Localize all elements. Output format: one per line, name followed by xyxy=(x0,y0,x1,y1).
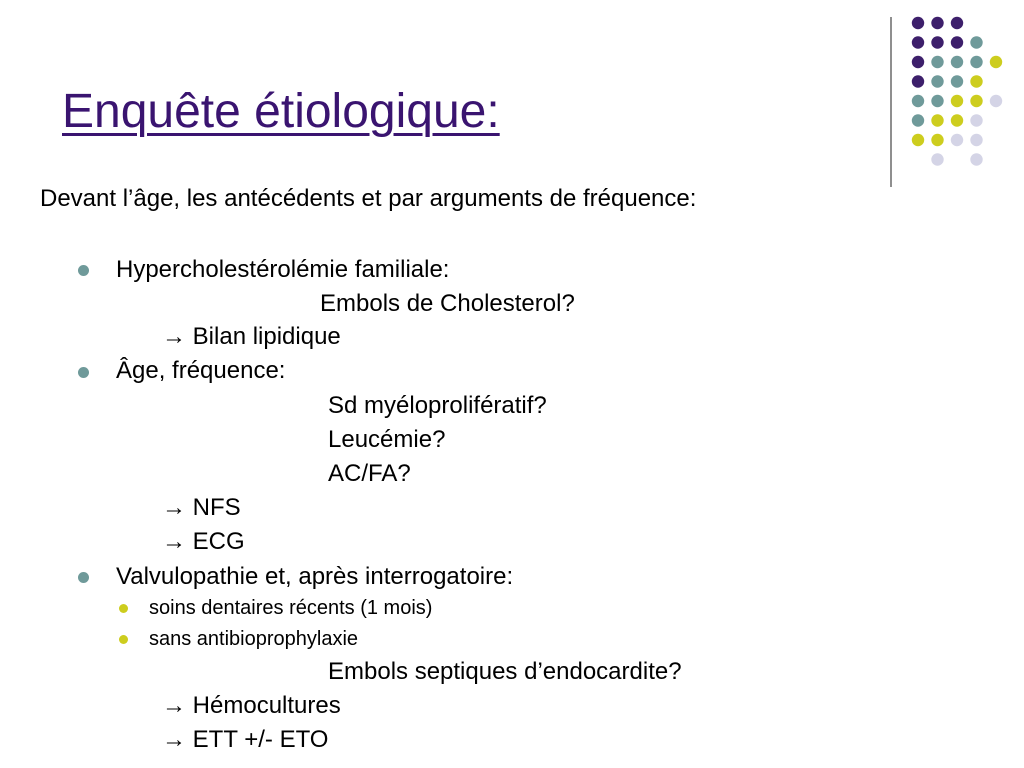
decorative-dot xyxy=(990,56,1002,68)
intro-text: Devant l’âge, les antécédents et par arguments de fréquence: xyxy=(40,185,697,212)
decorative-dot xyxy=(970,56,982,68)
decorative-dot xyxy=(970,75,982,87)
decorative-dot xyxy=(951,95,963,107)
hypothesis-myeloproliferatif: Sd myéloprolifératif? xyxy=(328,392,547,419)
decorative-dot xyxy=(990,95,1002,107)
bullet-dot xyxy=(78,265,89,276)
decorative-dot xyxy=(931,95,943,107)
decorative-dot xyxy=(931,153,943,165)
hypothesis-ac-fa: AC/FA? xyxy=(328,460,411,487)
sub-bullet-dot xyxy=(119,604,128,613)
decorative-dot xyxy=(931,114,943,126)
decorative-dot xyxy=(970,95,982,107)
decorative-dot xyxy=(951,56,963,68)
decorative-dot xyxy=(912,56,924,68)
decorative-dot xyxy=(951,36,963,48)
hypothesis-endocardite: Embols septiques d’endocardite? xyxy=(328,658,682,685)
hypothesis-leucemie: Leucémie? xyxy=(328,426,446,453)
decorative-dot xyxy=(931,56,943,68)
decorative-dot xyxy=(912,36,924,48)
decorative-dot xyxy=(951,114,963,126)
exam-ett-eto: → ETT +/- ETO xyxy=(162,726,329,753)
decorative-dot xyxy=(970,153,982,165)
title-divider-line xyxy=(890,17,892,187)
decorative-dot xyxy=(951,134,963,146)
bullet-age-frequence: Âge, fréquence: xyxy=(116,357,286,384)
exam-nfs: → NFS xyxy=(162,494,241,521)
sub-bullet-antibioprophylaxie: sans antibioprophylaxie xyxy=(149,628,359,650)
bullet-valvulopathie: Valvulopathie et, après interrogatoire: xyxy=(116,563,514,590)
decorative-dot xyxy=(970,114,982,126)
exam-ecg: → ECG xyxy=(162,528,245,555)
bullet-dot xyxy=(78,572,89,583)
decorative-dot xyxy=(931,36,943,48)
slide-title: Enquête étiologique: xyxy=(62,85,500,138)
decorative-dot xyxy=(951,75,963,87)
exam-bilan-lipidique: → Bilan lipidique xyxy=(162,323,341,350)
exam-hemocultures: → Hémocultures xyxy=(162,692,341,719)
sub-bullet-dot xyxy=(119,635,128,644)
decorative-dot xyxy=(951,17,963,29)
decorative-dot xyxy=(912,114,924,126)
decorative-dot xyxy=(912,134,924,146)
decorative-dot xyxy=(931,134,943,146)
decorative-dot xyxy=(912,17,924,29)
decorative-dot xyxy=(970,134,982,146)
decorative-dot xyxy=(912,95,924,107)
bullet-dot xyxy=(78,367,89,378)
decorative-dot xyxy=(912,75,924,87)
bullet-hypercholesterolemie: Hypercholestérolémie familiale: xyxy=(116,256,450,283)
decorative-dot xyxy=(931,75,943,87)
sub-bullet-soins-dentaires: soins dentaires récents (1 mois) xyxy=(149,597,433,619)
hypothesis-embols-cholesterol: Embols de Cholesterol? xyxy=(320,290,575,317)
decorative-dot xyxy=(970,36,982,48)
decorative-dot xyxy=(931,17,943,29)
